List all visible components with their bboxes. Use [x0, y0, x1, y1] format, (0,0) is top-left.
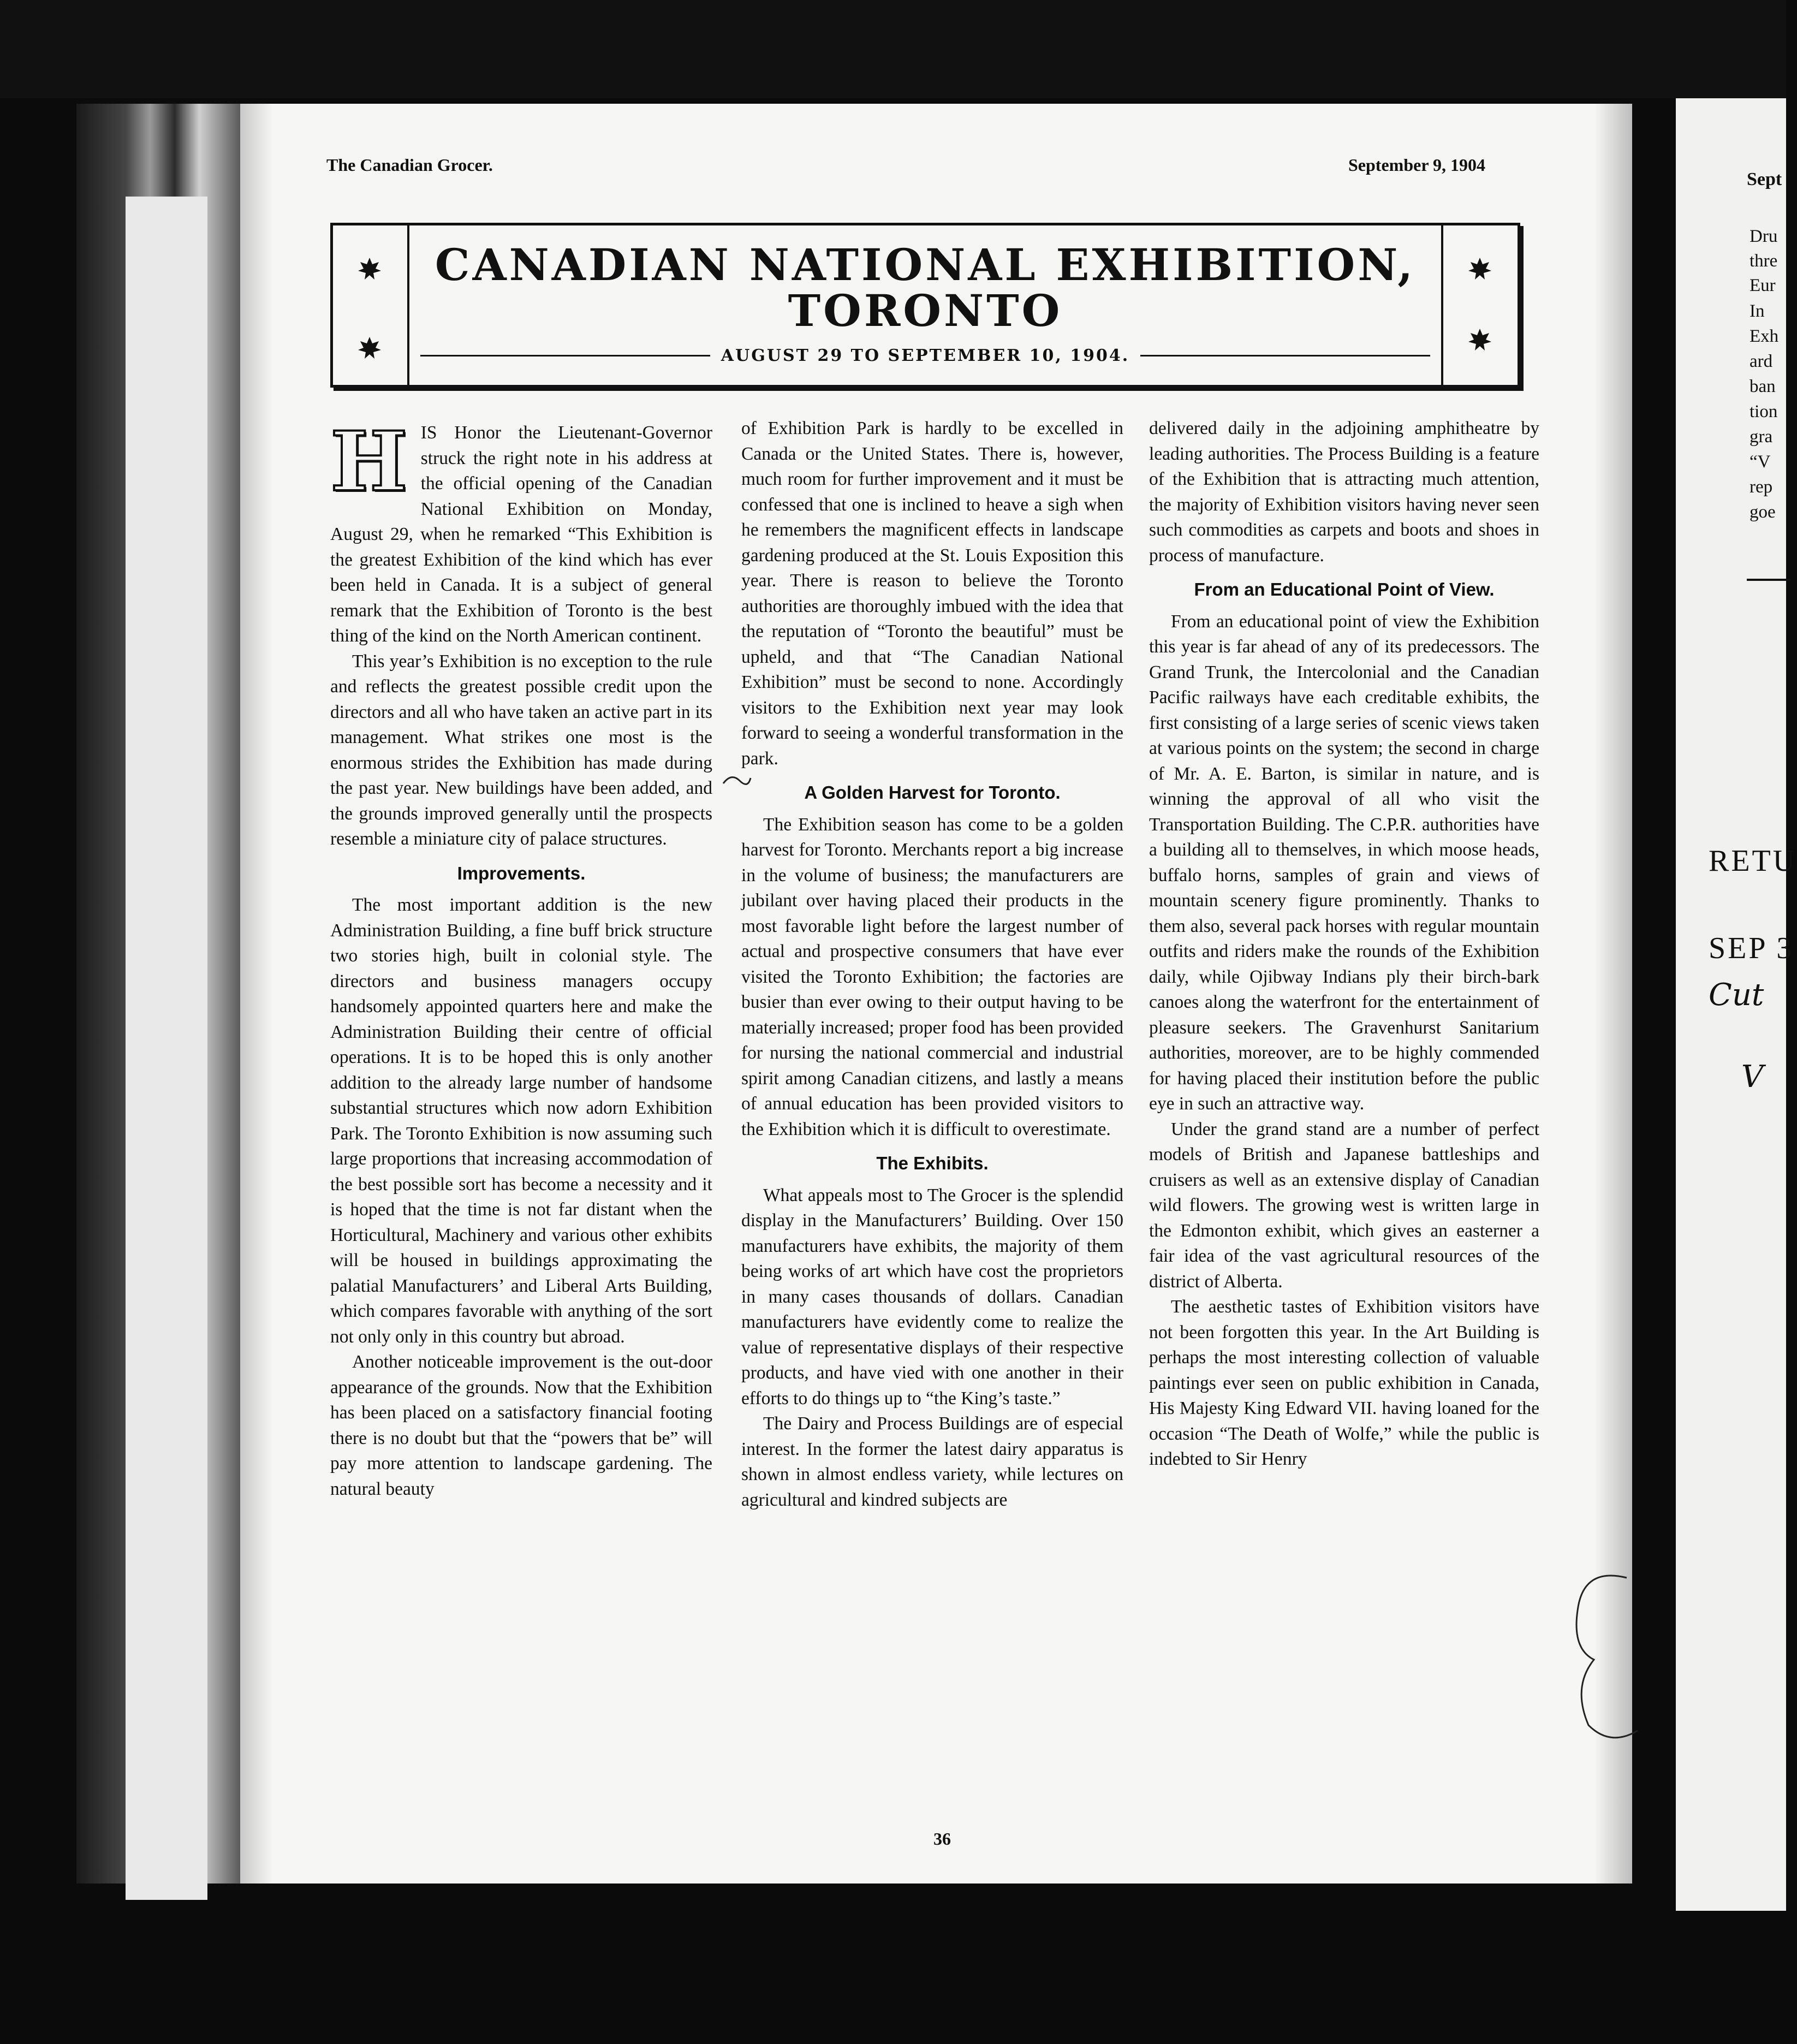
maple-leaf-icon	[1466, 255, 1493, 283]
paragraph: Another noticeable improvement is the out-door appearance of the grounds. Now that the Exhibition has been placed on a satisfactory financial footing there is no doubt but that the “powers that be” will pay more attention to landscape gardening. The natural beauty	[330, 1352, 712, 1499]
next-page-fragment: ard	[1750, 352, 1773, 371]
publication-title: The Canadian Grocer.	[326, 155, 493, 175]
paragraph: of Exhibition Park is hardly to be excelled in Canada or the United States. There is, however, much room for further improvement and it must be confessed that one is inclined to heave a sigh when he remembers the magnificent effects in landscape gardening produced at the St. Louis Exposition this year. There is reason to believe the Toronto authorities are thoroughly imbued with the idea that the reputation of “Toronto the beautiful” must be upheld, and that “The Canadian National Exhibition” must be second to none. Accordingly visitors to the Exhibition next year may look forward to seeing a wonderful transformation in the park.	[741, 418, 1123, 769]
headline-line-2: TORONTO	[788, 285, 1063, 336]
pencil-circle-icon	[1561, 1567, 1654, 1747]
decorative-rule	[1140, 355, 1430, 356]
handwritten-note: V	[1741, 1059, 1764, 1095]
pencil-mark-icon	[721, 767, 753, 800]
magazine-page	[240, 104, 1632, 1883]
section-heading-golden-harvest: A Golden Harvest for Toronto.	[804, 782, 1061, 803]
drop-cap: H	[330, 414, 408, 510]
paragraph: The aesthetic tastes of Exhibition visitors have not been forgotten this year. In the Art Building is perhaps the most interesting collection of valuable paintings ever seen on public exhibition in Canada, His Majesty King Edward VII. having loaned for the occasion “The Death of Wolfe,” while the public is indebted to Sir Henry	[1149, 1297, 1539, 1469]
next-page-fragment: Dru	[1750, 227, 1778, 246]
next-page-fragment: thre	[1750, 251, 1778, 271]
section-heading-improvements: Improvements.	[457, 863, 586, 883]
page-gutter-shadow	[240, 104, 273, 1883]
paragraph: IS Honor the Lieutenant-Governor struck the right note in his address at the official opening of the Canadian National Exhibition on Monday, August 29, when he remarked “This Exhibition is the greatest Exhibition of the kind which has ever been held in Canada. It is a subject of general remark that the Exhibition of Toronto is the best thing of the kind on the North American continent.	[330, 423, 712, 646]
maple-leaf-icon	[356, 335, 383, 362]
headline	[409, 239, 1441, 336]
section-heading-educational: From an Educational Point of View.	[1194, 579, 1495, 599]
article-column-3	[1149, 416, 1539, 1472]
maple-leaf-icon	[1466, 326, 1493, 354]
paragraph: The Dairy and Process Buildings are of especial interest. In the former the latest dairy apparatus is shown in almost endless variety, while lectures on agricultural and kindred subjects are	[741, 1413, 1123, 1510]
paragraph: From an educational point of view the Exhibition this year is far ahead of any of its predecessors. The Grand Trunk, the Intercolonial and the Canadian Pacific railways have each creditable exhibits, the first consisting of a large series of scenic views taken at various points on the system; the second in charge of Mr. A. E. Barton, is similar in nature, and is winning the approval of all who visit the Transportation Building. The C.P.R. authorities have a building all to themselves, in which moose heads, buffalo horns, samples of grain and views of mountain scenery figure prominently. Thanks to them also, several pack horses with regular mountain outfits and riders make the rounds of the Exhibition daily, while Ojibway Indians ply their birch-bark canoes along the waterfront for the entertainment of pleasure seekers. The Gravenhurst Sanitarium authorities, moreover, are to be highly commended for having placed their institution before the public eye in such an attractive way.	[1149, 611, 1539, 1114]
paragraph: What appeals most to The Grocer is the splendid display in the Manufacturers’ Building. Over 150 manufacturers have exhibits, the majority of them being works of art which have cost the proprietors in many cases thousands of dollars. Canadian manufacturers have evidently come to realize the value of representative displays of their respective products, and have vied with one another in their efforts to do things up to “the King’s taste.”	[741, 1185, 1123, 1409]
scan-background-top	[0, 0, 1786, 98]
previous-page-edge	[126, 197, 207, 1900]
paragraph: The Exhibition season has come to be a golden harvest for Toronto. Merchants report a big increase in the volume of business; the manufacturers are jubilant over having placed their products in the most favorable light before the largest number of actual and prospective consumers that have ever visited the Toronto Exhibition; the factories are busier than ever owing to their output having to be materially increased; proper food has been provided for nursing the national commercial and industrial spirit among Canadian citizens, and lastly a means of annual education has been provided visitors to the Exhibition which it is difficult to overestimate.	[741, 814, 1123, 1139]
next-page-fragment: Exh	[1750, 326, 1779, 346]
next-page-date: Sept	[1747, 169, 1782, 189]
received-stamp-date: SEP 3	[1709, 931, 1794, 965]
section-heading-exhibits: The Exhibits.	[876, 1153, 989, 1173]
page-number: 36	[933, 1829, 951, 1849]
next-page-fragment: In	[1750, 301, 1765, 321]
article-column-1	[330, 414, 712, 1502]
next-page-fragment: ban	[1750, 377, 1776, 396]
next-page-rule	[1747, 579, 1790, 581]
article-column-2	[741, 416, 1123, 1513]
headline-line-1: CANADIAN NATIONAL EXHIBITION,	[435, 239, 1416, 290]
paragraph: The most important addition is the new Administration Building, a fine buff brick structure two stories high, built in colonial style. The directors and business managers occupy handsomely appointed quarters here and make the Administration Building their centre of official operations. It is to be hoped this is only another addition to the already large number of handsome substantial structures which now adorn Exhibition Park. The Toronto Exhibition is now assuming such large proportions that increasing accommodation of the best possible sort has become a necessity and it is hoped that the time is not far distant when the Horticultural, Machinery and various other exhibits will be housed in buildings approximating the palatial Manufacturers’ and Liberal Arts Building, which compares favorable with anything of the sort not only only in this country but abroad.	[330, 895, 712, 1347]
next-page-fragment: tion	[1750, 402, 1778, 421]
next-page-fragment: rep	[1750, 477, 1773, 497]
received-stamp: RETU	[1709, 844, 1797, 878]
next-page-edge	[1676, 98, 1797, 1911]
next-page-fragment: “V	[1750, 452, 1771, 472]
paragraph: delivered daily in the adjoining amphitheatre by leading authorities. The Process Building is a feature of the Exhibition that is attracting much attention, the majority of Exhibition visitors having never seen such commodities as carpets and boots and shoes in process of manufacture.	[1149, 418, 1539, 566]
paragraph: This year’s Exhibition is no exception to the rule and reflects the greatest possible credit upon the directors and all who have taken an active part in its management. What strikes one most is the enormous strides the Exhibition has made during the past year. New buildings have been added, and the grounds improved generally until the prospects resemble a miniature city of palace structures.	[330, 651, 712, 849]
banner-ornament-left	[333, 225, 409, 385]
maple-leaf-icon	[356, 255, 383, 283]
next-page-fragment: Eur	[1750, 276, 1776, 295]
exhibition-dates: AUGUST 29 TO SEPTEMBER 10, 1904.	[721, 346, 1130, 365]
paragraph: Under the grand stand are a number of perfect models of British and Japanese battleships and cruisers as well as an extensive display of Canadian wild flowers. The growing west is written large in the Edmonton exhibit, which gives an easterner a fair idea of the vast agricultural resources of the district of Alberta.	[1149, 1119, 1539, 1292]
handwritten-note: Cut	[1709, 977, 1764, 1013]
headline-banner	[330, 223, 1520, 388]
exhibition-dates-line	[409, 344, 1441, 366]
next-page-fragment: gra	[1750, 427, 1773, 447]
next-page-fragment: goe	[1750, 502, 1776, 522]
decorative-rule	[420, 355, 710, 356]
banner-ornament-right	[1441, 225, 1518, 385]
issue-date: September 9, 1904	[1348, 155, 1485, 175]
